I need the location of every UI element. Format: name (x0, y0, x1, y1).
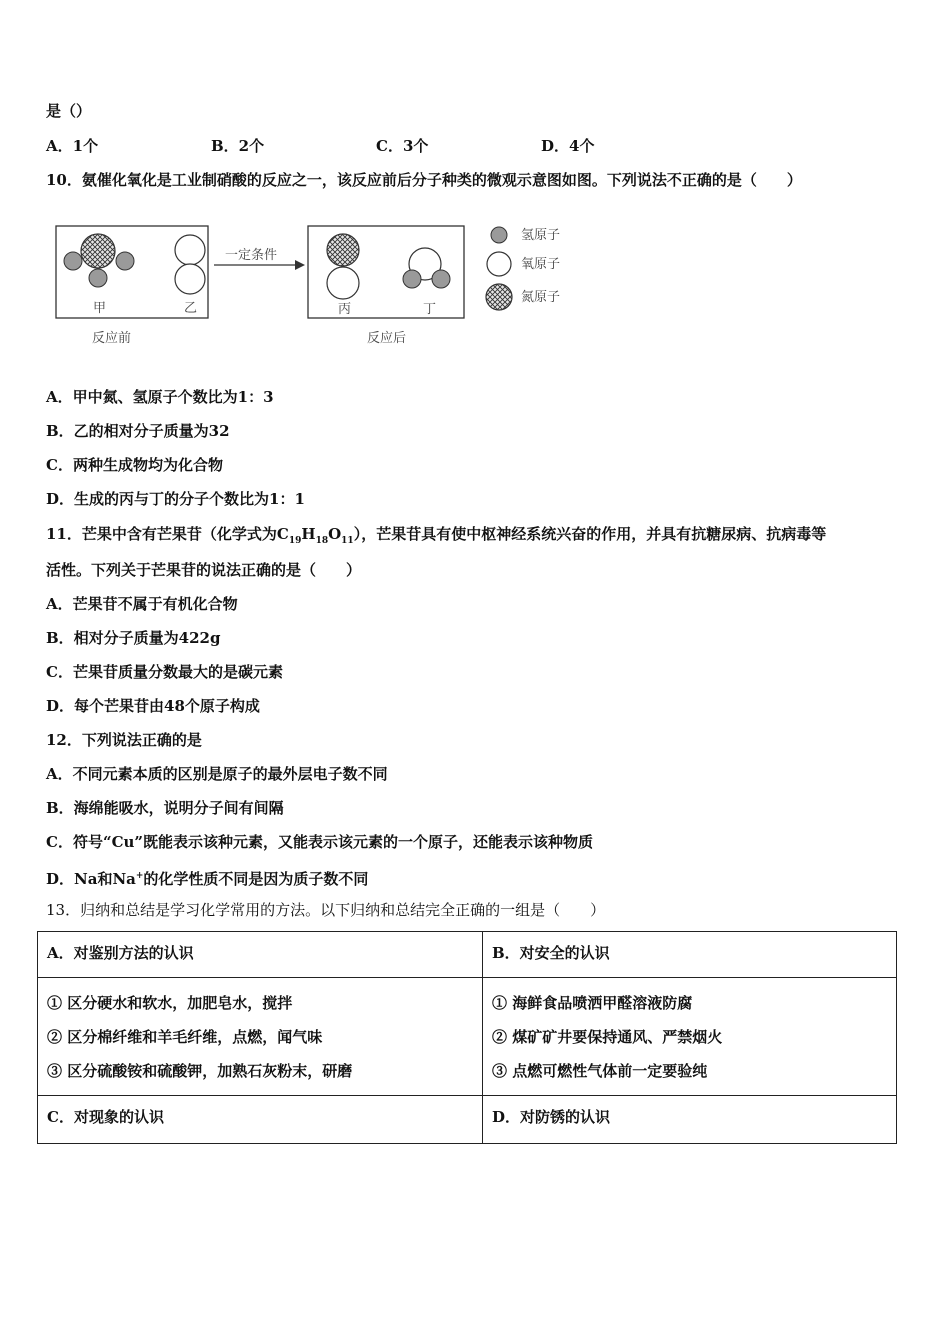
q12-option-c[interactable]: C．符号“Cu”既能表示该种元素，又能表示该元素的一个原子，还能表示该种物质 (46, 833, 594, 851)
list-item: ② 区分棉纤维和羊毛纤维，点燃，闻气味 (47, 1028, 323, 1046)
list-item: ③ 区分硫酸铵和硫酸钾，加熟石灰粉末，研磨 (47, 1062, 353, 1080)
table-cell-a-items (38, 978, 483, 1096)
q10-option-c[interactable]: C．两种生成物均为化合物 (46, 456, 223, 474)
q9-option-d[interactable]: D．4个 (541, 137, 595, 155)
label-before: 反应前 (92, 331, 132, 346)
oxygen-atom (327, 267, 359, 299)
nitrogen-atom (81, 234, 115, 268)
hydrogen-atom (116, 252, 134, 270)
q10-option-a[interactable]: A．甲中氮、氢原子个数比为1：3 (46, 388, 274, 406)
arrow-label: 一定条件 (225, 248, 278, 263)
hydrogen-atom (64, 252, 82, 270)
q11-stem-line2: 活性。下列关于芒果苷的说法正确的是（ ） (46, 561, 362, 579)
table-cell-d-title[interactable]: D．对防锈的认识 (483, 1096, 897, 1144)
q11-option-a[interactable]: A．芒果苷不属于有机化合物 (46, 595, 238, 613)
label-jia: 甲 (93, 301, 107, 316)
legend-hydrogen-icon (491, 227, 507, 243)
list-item: ① 区分硬水和软水，加肥皂水，搅拌 (47, 994, 293, 1012)
q9-option-a[interactable]: A．1个 (46, 137, 99, 155)
list-item: ② 煤矿矿井要保持通风、严禁烟火 (492, 1028, 723, 1046)
list-item: ① 海鲜食品喷洒甲醛溶液防腐 (492, 994, 693, 1012)
legend-nitrogen: 氮原子 (521, 290, 561, 305)
oxygen-atom (175, 264, 205, 294)
legend-oxygen: 氧原子 (521, 257, 561, 272)
table-cell-c-title[interactable]: C．对现象的认识 (38, 1096, 483, 1144)
reaction-svg (55, 222, 595, 352)
q13-summary-table (37, 931, 897, 1144)
q10-option-d[interactable]: D．生成的丙与丁的分子个数比为1：1 (46, 490, 305, 508)
label-yi: 乙 (184, 301, 198, 316)
nitrogen-atom (327, 234, 359, 266)
q11-stem: 11．芒果中含有芒果苷（化学式为$C_{19}H_{18}O_{11}$），芒果苷具有使中枢神经系统兴奋的作用，并具有抗糖尿病、抗病毒等 (46, 525, 827, 546)
label-ding: 丁 (423, 302, 437, 317)
oxygen-atom (175, 235, 205, 265)
q11-option-c[interactable]: C．芒果苷质量分数最大的是碳元素 (46, 663, 283, 681)
label-bing: 丙 (338, 302, 352, 317)
hydrogen-atom (432, 270, 450, 288)
q13-stem: 13．归纳和总结是学习化学常用的方法。以下归纳和总结完全正确的一组是（ ） (46, 901, 606, 919)
q10-reaction-diagram (55, 222, 595, 352)
hydrogen-atom (89, 269, 107, 287)
q12-option-b[interactable]: B．海绵能吸水，说明分子间有间隔 (46, 799, 284, 817)
arrow-head (295, 260, 305, 270)
q12-stem: 12．下列说法正确的是 (46, 731, 202, 749)
list-item: ③ 点燃可燃性气体前一定要验纯 (492, 1062, 708, 1080)
q9-option-b[interactable]: B．2个 (211, 137, 265, 155)
table-cell-b-items (483, 978, 897, 1096)
formula: $C_{19}H_{18}O_{11}$ (276, 525, 354, 546)
q9-option-c[interactable]: C．3个 (376, 137, 429, 155)
q9-stem-tail: 是（） (46, 102, 92, 120)
legend-hydrogen: 氢原子 (521, 228, 561, 243)
hydrogen-atom (403, 270, 421, 288)
table-cell-a-title[interactable]: A．对鉴别方法的认识 (38, 932, 483, 978)
legend-nitrogen-icon (486, 284, 512, 310)
legend-oxygen-icon (487, 252, 511, 276)
label-after: 反应后 (367, 331, 407, 346)
q9-options (46, 136, 594, 156)
q10-stem: 10．氨催化氧化是工业制硝酸的反应之一，该反应前后分子种类的微观示意图如图。下列说法不正确的是（ ） (46, 171, 802, 189)
q12-option-a[interactable]: A．不同元素本质的区别是原子的最外层电子数不同 (46, 765, 388, 783)
q11-option-b[interactable]: B．相对分子质量为422g (46, 629, 221, 647)
q12-option-d[interactable]: D．Na和Na+的化学性质不同是因为质子数不同 (46, 870, 369, 888)
q10-option-b[interactable]: B．乙的相对分子质量为32 (46, 422, 230, 440)
table-cell-b-title[interactable]: B．对安全的认识 (483, 932, 897, 978)
q11-option-d[interactable]: D．每个芒果苷由48个原子构成 (46, 697, 260, 715)
